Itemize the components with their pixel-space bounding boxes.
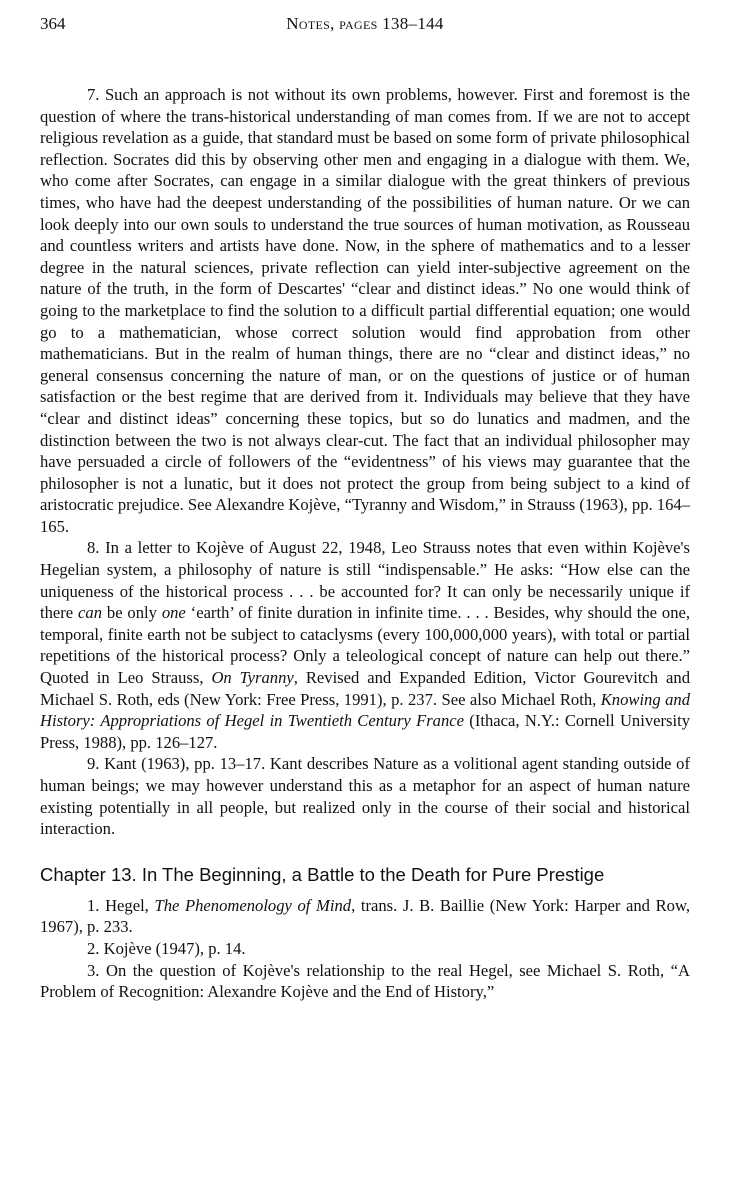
- note-8-text: , Revised and Expanded Edition, Victor Gourevitch and Michael S. Roth, eds (New York: Free Press, 1991), p. 237. See also Michael Roth,: [40, 668, 690, 709]
- ch13-note-3: 3. On the question of Kojève's relationship to the real Hegel, see Michael S. Roth, “A Problem of Recognition: Alexandre Kojève and the End of History,”: [40, 960, 690, 1002]
- ch13-note-1-text: 1. Hegel,: [87, 895, 155, 915]
- ch13-note-1-text: , trans. J. B. Baillie (New York: Harper and Row, 1967), p. 233.: [40, 895, 690, 937]
- note-8: [40, 537, 690, 753]
- book-title-knowing-and-history: Knowing and History: Appropriations of Hegel in Twentieth Century France: [40, 689, 690, 731]
- page-number: 364: [40, 14, 66, 33]
- note-8-emphasis: can: [78, 603, 103, 623]
- book-title-on-tyranny: On Tyranny: [211, 668, 294, 688]
- ch13-note-2: 2. Kojève (1947), p. 14.: [87, 938, 246, 958]
- note-8-text: (Ithaca, N.Y.: Cornell University Press, 1988), pp. 126–127.: [40, 711, 690, 752]
- notes-body: [40, 84, 690, 1003]
- page-header: [40, 14, 690, 40]
- note-8-text: ‘earth’ of finite duration in infinite time. . . . Besides, why should the one, temporal, finite earth not be subject to cataclysms (every 100,000,000 years), with total or partial repetitions of the historical process? Only a teleological concept of nature can help out there.” Quoted in Leo Strauss,: [40, 603, 691, 688]
- note-8-text: 8. In a letter to Kojève of August 22, 1948, Leo Strauss notes that even within Kojève's Hegelian system, a philosophy of nature is still “indispensable.” He asks: “How else can the uniqueness of the historical process . . . be accounted for? It can only be necessarily unique if there: [40, 538, 690, 623]
- book-title-phenomenology: The Phenomenology of Mind: [154, 895, 352, 915]
- running-head: Notes, pages 138–144: [286, 14, 444, 33]
- note-8-emphasis: one: [161, 603, 186, 623]
- ch13-note-1: [40, 895, 690, 938]
- note-7: 7. Such an approach is not without its own problems, however. First and foremost is the question of where the trans-historical understanding of man comes from. If we are not to accept religious revelation as a guide, that standard must be based on some form of private philosophical reflection. Socrates did this by observing other men and engaging in a dialogue with them. We, who come after Socrates, can engage in a similar dialogue with the great thinkers of previous times, who have had the deepest understanding of the possibilities of human nature. Or we can look deeply into our own souls to understand the true sources of human motivation, as Rousseau and countless writers and artists have done. Now, in the sphere of mathematics and to a lesser degree in the natural sciences, private reflection can yield inter-subjective agreement on the nature of the truth, in the form of Descartes' “clear and distinct ideas.” No one would think of going to the marketplace to find the solution to a difficult partial differential equation; one would go to a mathematician, whose correct solution would find approbation from other mathematicians. But in the realm of human things, there are no “clear and distinct ideas,” no general consensus concerning the nature of man, or on the questions of justice or of human satisfaction or the best regime that are derived from it. Individuals may believe that they have “clear and distinct ideas” concerning these topics, but so do lunatics and madmen, and the distinction between the two is not always clear-cut. The fact that an individual philosopher may have persuaded a circle of followers of the “evidentness” of his views may guarantee that the philosopher is not a lunatic, but it does not protect the group from being subject to a kind of aristocratic prejudice. See Alexandre Kojève, “Tyranny and Wisdom,” in Strauss (1963), pp. 164–165.: [40, 85, 690, 536]
- chapter-heading: Chapter 13. In The Beginning, a Battle to the Death for Pure Prestige: [40, 863, 605, 885]
- note-8-text: be only: [102, 603, 162, 623]
- note-9: 9. Kant (1963), pp. 13–17. Kant describes Nature as a volitional agent standing outside of human beings; we may however understand this as a metaphor for an aspect of human nature existing potentially in all people, but realized only in the course of their social and historical interaction.: [40, 754, 690, 839]
